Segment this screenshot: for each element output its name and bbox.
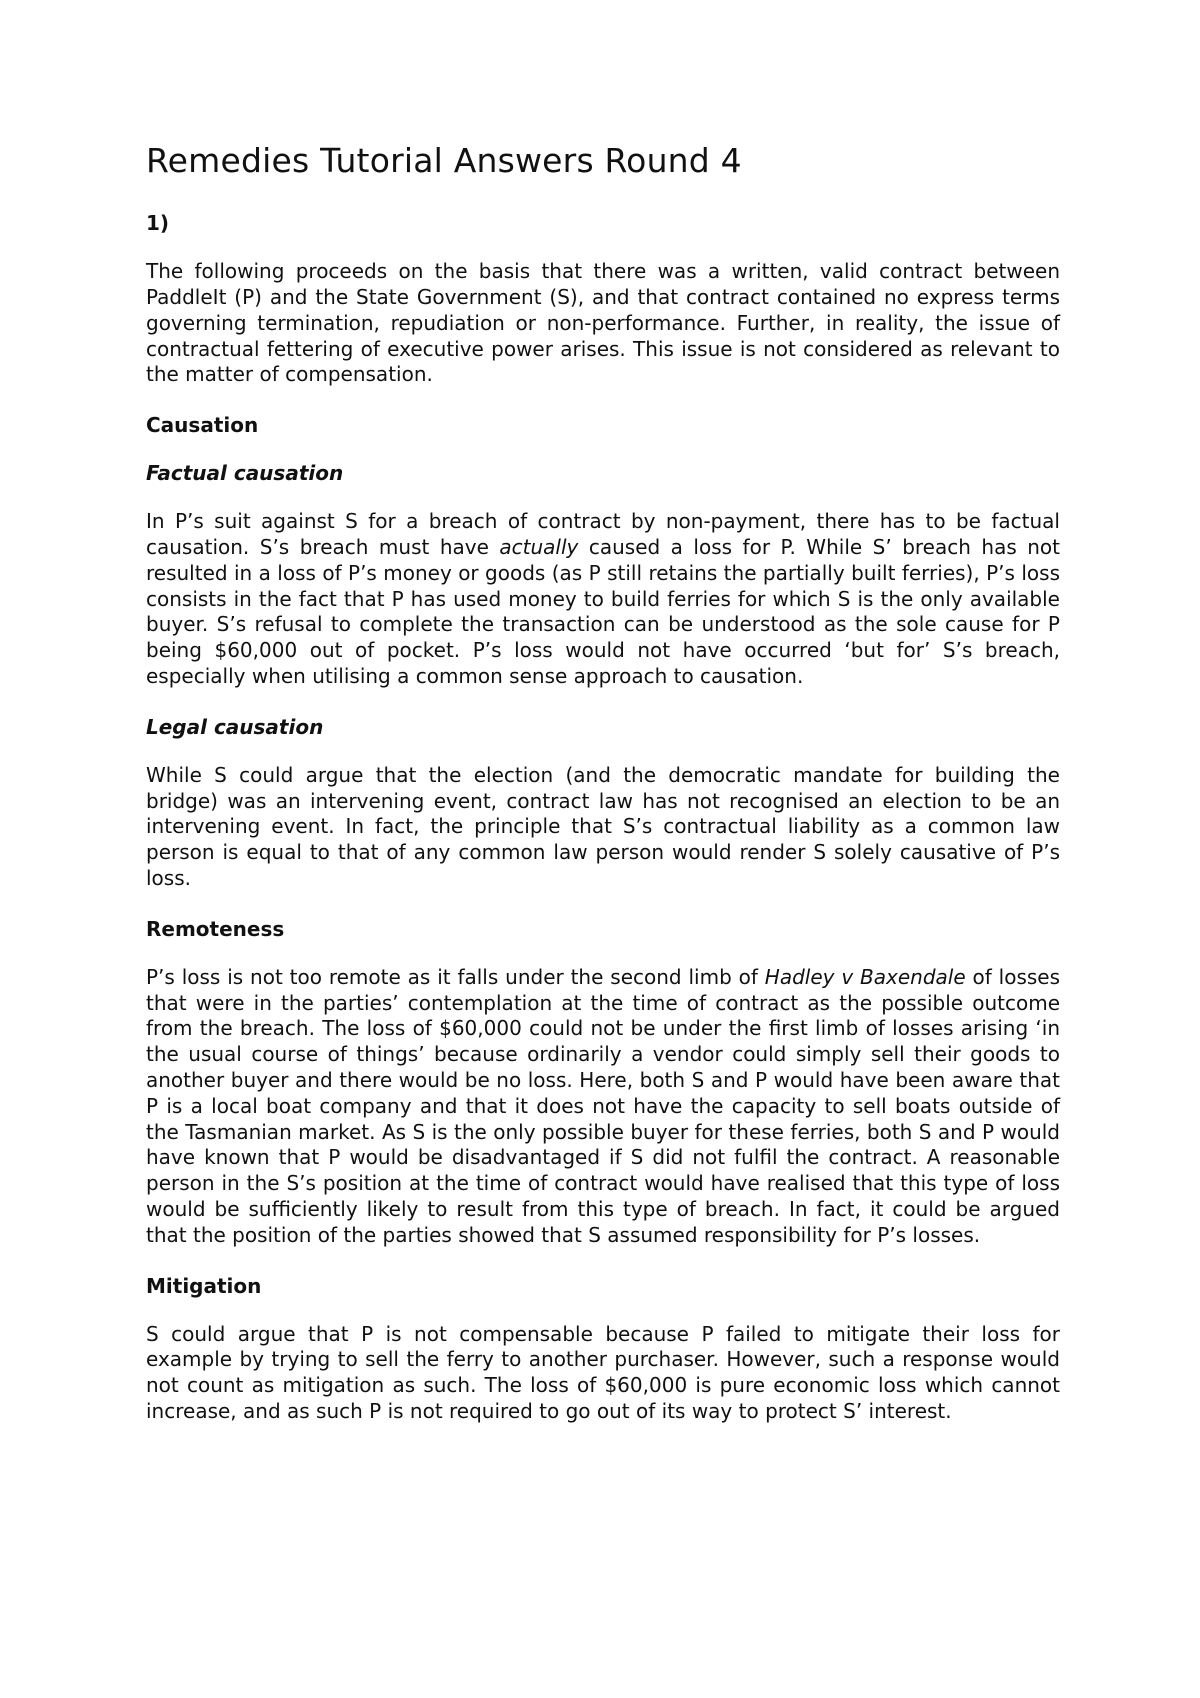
section-heading-causation: Causation (146, 413, 259, 438)
remoteness-paragraph (146, 965, 1060, 1249)
document-page (146, 140, 1060, 1450)
factual-causation-paragraph (146, 509, 1060, 690)
factual-causation-text-b: caused a loss for P. While S’ breach has not resulted in a loss of P’s money or goods (as P still retains the partially built ferries), P’s loss consists in the fact that P has used money to build ferries for which S is the only available buyer. S’s refusal to complete the transaction can be understood as the sole cause for P being $60,000 out of pocket. P’s loss would not have occurred ‘but for’ S’s breach, especially when utilising a common sense approach to causation. (146, 535, 1060, 689)
remoteness-case-name: Hadley v Baxendale (764, 964, 966, 989)
intro-paragraph: The following proceeds on the basis that there was a written, valid contract between PaddleIt (P) and the State Government (S), and that contract contained no express terms governing termination, repudiation or non-performance. Further, in reality, the issue of contractual fettering of executive power arises. This issue is not considered as relevant to the matter of compensation. (146, 259, 1060, 387)
mitigation-paragraph: S could argue that P is not compensable because P failed to mitigate their loss for example by trying to sell the ferry to another purchaser. However, such a response would not count as mitigation as such. The loss of $60,000 is pure economic loss which cannot increase, and as such P is not required to go out of its way to protect S’ interest. (146, 1321, 1060, 1423)
factual-causation-emphasis: actually (499, 535, 579, 560)
factual-causation-text-a: In P’s suit against S for a breach of contract by non-payment, there has to be factual causation. S’s breach must have (146, 509, 1060, 560)
section-heading-mitigation: Mitigation (146, 1273, 262, 1298)
legal-causation-paragraph: While S could argue that the election (and the democratic mandate for building the bridge) was an intervening event, contract law has not recognised an election to be an intervening event. In fact, the principle that S’s contractual liability as a common law person is equal to that of any common law person would render S solely causative of P’s loss. (146, 762, 1060, 890)
question-number: 1) (146, 211, 170, 236)
document-title: Remedies Tutorial Answers Round 4 (146, 141, 742, 180)
subsection-heading-legal-causation: Legal causation (146, 714, 324, 739)
subsection-heading-factual-causation: Factual causation (146, 461, 344, 486)
section-heading-remoteness: Remoteness (146, 916, 285, 941)
remoteness-text-b: of losses that were in the parties’ contemplation at the time of contract as the possible outcome from the breach. The loss of $60,000 could not be under the first limb of losses arising ‘in the usual course of things’ because ordinarily a vendor could simply sell their goods to another buyer and there would be no loss. Here, both S and P would have been aware that P is a local boat company and that it does not have the capacity to sell boats outside of the Tasmanian market. As S is the only possible buyer for these ferries, both S and P would have known that P would be disadvantaged if S did not fulfil the contract. A reasonable person in the S’s position at the time of contract would have realised that this type of loss would be sufficiently likely to result from this type of breach. In fact, it could be argued that the position of the parties showed that S assumed responsibility for P’s losses. (146, 964, 1061, 1247)
remoteness-text-a: P’s loss is not too remote as it falls under the second limb of (146, 964, 765, 989)
